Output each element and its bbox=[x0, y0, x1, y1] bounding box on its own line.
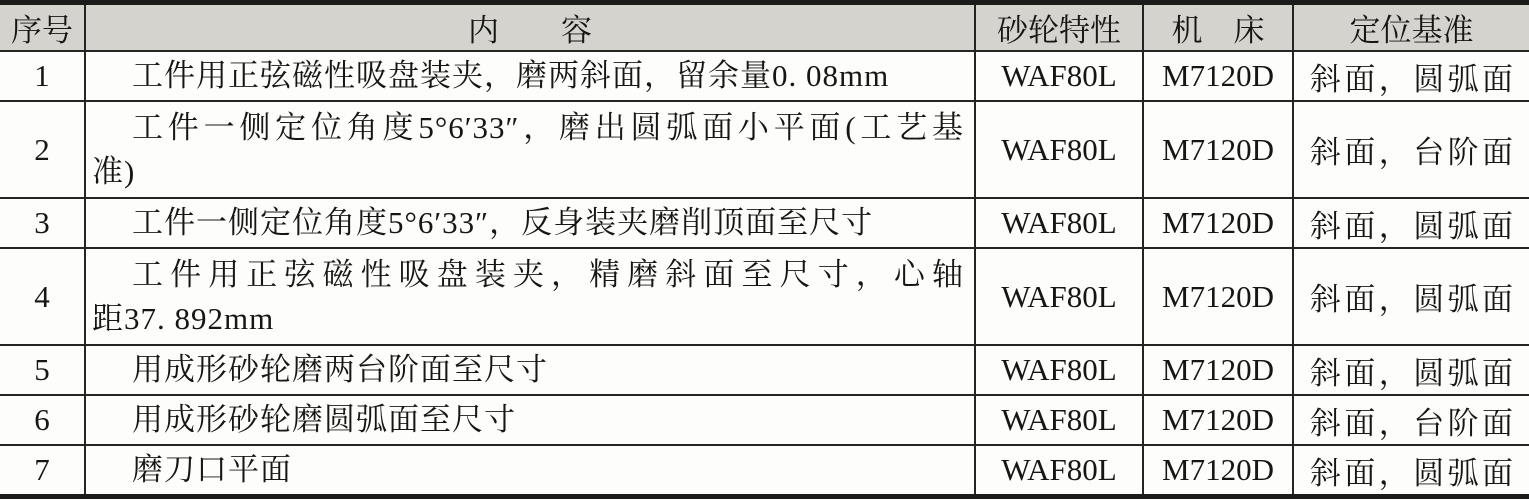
machine-cell: M7120D bbox=[1143, 345, 1293, 395]
content-line: 距37. 892mm bbox=[92, 300, 275, 336]
row-number: 2 bbox=[0, 101, 85, 198]
wheel-spec-cell: WAF80L bbox=[975, 248, 1143, 345]
content-cell bbox=[85, 101, 975, 198]
content-line: 用成形砂轮磨圆弧面至尺寸 bbox=[132, 402, 516, 437]
content-cell bbox=[85, 345, 975, 395]
table-row bbox=[0, 198, 1529, 248]
table-row bbox=[0, 248, 1529, 345]
machine-cell: M7120D bbox=[1143, 248, 1293, 345]
content-cell bbox=[85, 198, 975, 248]
wheel-spec-cell: WAF80L bbox=[975, 345, 1143, 395]
wheel-spec-cell: WAF80L bbox=[975, 445, 1143, 497]
machine-cell: M7120D bbox=[1143, 51, 1293, 101]
content-line: 磨刀口平面 bbox=[132, 452, 292, 487]
row-number: 1 bbox=[0, 51, 85, 101]
table-row bbox=[0, 101, 1529, 198]
machine-cell: M7120D bbox=[1143, 445, 1293, 497]
col-header-machine: 机 床 bbox=[1143, 3, 1293, 52]
row-number: 6 bbox=[0, 395, 85, 445]
col-header-content: 内 容 bbox=[85, 3, 975, 52]
content-line: 工件一侧定位角度5°6′33″，磨出圆弧面小平面(工艺基 bbox=[132, 109, 964, 145]
wheel-spec-cell: WAF80L bbox=[975, 101, 1143, 198]
content-cell bbox=[85, 395, 975, 445]
col-header-sequence-no: 序号 bbox=[0, 3, 85, 52]
machine-cell: M7120D bbox=[1143, 198, 1293, 248]
locating-datum-cell: 斜面，圆弧面 bbox=[1293, 198, 1529, 248]
locating-datum-cell: 斜面，台阶面 bbox=[1293, 101, 1529, 198]
locating-datum-cell: 斜面，圆弧面 bbox=[1293, 345, 1529, 395]
content-line: 工件用正弦磁性吸盘装夹，精磨斜面至尺寸，心轴 bbox=[132, 256, 964, 292]
content-cell bbox=[85, 51, 975, 101]
content-cell bbox=[85, 445, 975, 497]
row-number: 5 bbox=[0, 345, 85, 395]
row-number: 3 bbox=[0, 198, 85, 248]
content-line: 用成形砂轮磨两台阶面至尺寸 bbox=[132, 352, 548, 387]
locating-datum-cell: 斜面，台阶面 bbox=[1293, 395, 1529, 445]
wheel-spec-cell: WAF80L bbox=[975, 51, 1143, 101]
row-number: 7 bbox=[0, 445, 85, 497]
table-row bbox=[0, 345, 1529, 395]
locating-datum-cell: 斜面，圆弧面 bbox=[1293, 248, 1529, 345]
table-row bbox=[0, 395, 1529, 445]
header-row bbox=[0, 3, 1529, 52]
col-header-locating-datum: 定位基准 bbox=[1293, 3, 1529, 52]
content-line: 工件一侧定位角度5°6′33″，反身装夹磨削顶面至尺寸 bbox=[132, 205, 874, 240]
locating-datum-cell: 斜面，圆弧面 bbox=[1293, 445, 1529, 497]
machine-cell: M7120D bbox=[1143, 395, 1293, 445]
wheel-spec-cell: WAF80L bbox=[975, 198, 1143, 248]
wheel-spec-cell: WAF80L bbox=[975, 395, 1143, 445]
content-line: 准) bbox=[92, 153, 136, 189]
content-cell bbox=[85, 248, 975, 345]
table-row bbox=[0, 51, 1529, 101]
col-header-wheel-spec: 砂轮特性 bbox=[975, 3, 1143, 52]
content-line: 工件用正弦磁性吸盘装夹，磨两斜面，留余量0. 08mm bbox=[132, 58, 890, 93]
locating-datum-cell: 斜面，圆弧面 bbox=[1293, 51, 1529, 101]
table-row bbox=[0, 445, 1529, 497]
row-number: 4 bbox=[0, 248, 85, 345]
machine-cell: M7120D bbox=[1143, 101, 1293, 198]
